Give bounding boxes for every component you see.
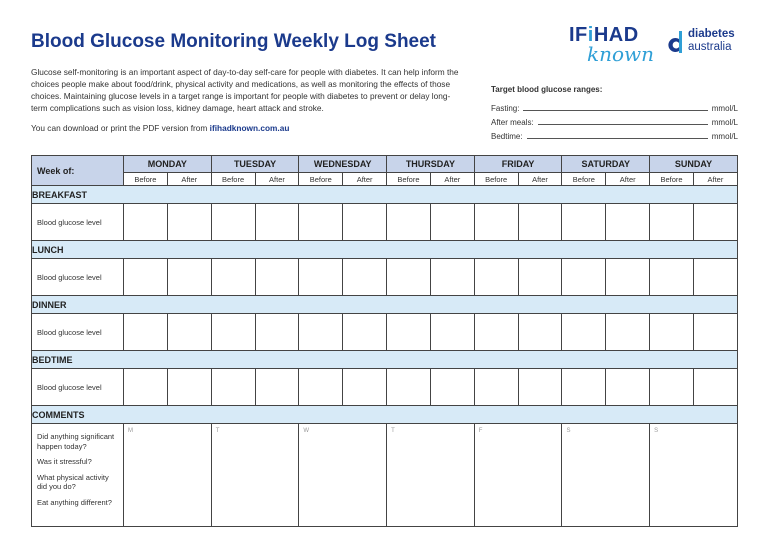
glucose-entry-cell[interactable] xyxy=(343,259,387,296)
section-row xyxy=(32,186,738,204)
comment-day-cell[interactable] xyxy=(474,424,562,527)
day-header: FRIDAY xyxy=(474,156,562,173)
section-heading: LUNCH xyxy=(32,241,738,259)
diabetes-australia-line1: diabetes xyxy=(688,28,735,40)
glucose-entry-cell[interactable] xyxy=(518,259,562,296)
ifihad-logo-i: i xyxy=(587,24,594,46)
glucose-row-label: Blood glucose level xyxy=(32,204,124,241)
weekly-log-table xyxy=(31,155,738,527)
glucose-entry-cell[interactable] xyxy=(606,204,650,241)
day-header: MONDAY xyxy=(124,156,212,173)
target-label: Bedtime: xyxy=(491,132,523,141)
glucose-entry-cell[interactable] xyxy=(693,314,737,351)
ifihad-logo-part2: HAD xyxy=(593,24,639,46)
week-of-label: Week of: xyxy=(32,156,124,186)
target-unit: mmol/L xyxy=(711,132,738,141)
comment-questions xyxy=(32,424,124,527)
glucose-entry-cell[interactable] xyxy=(518,369,562,406)
glucose-entry-cell[interactable] xyxy=(562,369,606,406)
glucose-entry-cell[interactable] xyxy=(255,204,299,241)
glucose-row xyxy=(32,314,738,351)
glucose-entry-cell[interactable] xyxy=(562,204,606,241)
after-header: After xyxy=(693,173,737,186)
comment-day-cell[interactable] xyxy=(562,424,650,527)
section-heading: DINNER xyxy=(32,296,738,314)
glucose-entry-cell[interactable] xyxy=(299,204,343,241)
glucose-entry-cell[interactable] xyxy=(606,259,650,296)
glucose-entry-cell[interactable] xyxy=(562,314,606,351)
glucose-entry-cell[interactable] xyxy=(562,259,606,296)
glucose-row xyxy=(32,204,738,241)
comment-day-letter: S xyxy=(654,428,659,434)
before-header: Before xyxy=(562,173,606,186)
comment-question: What physical activity did you do? xyxy=(37,472,109,491)
glucose-entry-cell[interactable] xyxy=(650,259,694,296)
glucose-entry-cell[interactable] xyxy=(167,369,211,406)
comment-day-cell[interactable] xyxy=(387,424,475,527)
day-header: SATURDAY xyxy=(562,156,650,173)
glucose-entry-cell[interactable] xyxy=(430,314,474,351)
glucose-entry-cell[interactable] xyxy=(387,259,431,296)
comment-day-cell[interactable] xyxy=(211,424,299,527)
intro-text: Glucose self-monitoring is an important aspect of day-to-day self-care for people with diabetes. It can help inform the choices people make about food/drink, physical activity and medications, as well as monitoring the effects of those choices. Maintaining glucose levels in a target range is important for people with diabetes to prevent or delay long-term complications such as vision loss, kidney damage, heart attack and stroke. xyxy=(31,67,459,113)
glucose-entry-cell[interactable] xyxy=(343,314,387,351)
comment-day-letter: T xyxy=(391,428,395,434)
comment-question: Did anything significant happen today? xyxy=(37,432,115,451)
section-row xyxy=(32,351,738,369)
before-header: Before xyxy=(650,173,694,186)
glucose-entry-cell[interactable] xyxy=(606,369,650,406)
comments-heading: COMMENTS xyxy=(32,406,738,424)
glucose-entry-cell[interactable] xyxy=(299,369,343,406)
target-unit: mmol/L xyxy=(711,118,738,127)
after-header: After xyxy=(606,173,650,186)
download-text: You can download or print the PDF version from xyxy=(31,123,208,133)
before-header: Before xyxy=(211,173,255,186)
glucose-entry-cell[interactable] xyxy=(255,259,299,296)
before-after-row xyxy=(32,173,738,186)
glucose-entry-cell[interactable] xyxy=(474,369,518,406)
glucose-entry-cell[interactable] xyxy=(124,369,168,406)
glucose-entry-cell[interactable] xyxy=(430,369,474,406)
section-row xyxy=(32,406,738,424)
glucose-entry-cell[interactable] xyxy=(693,204,737,241)
download-note xyxy=(31,123,289,133)
day-header: WEDNESDAY xyxy=(299,156,387,173)
glucose-entry-cell[interactable] xyxy=(650,204,694,241)
comment-day-letter: F xyxy=(478,428,483,434)
after-header: After xyxy=(518,173,562,186)
comment-day-letter: W xyxy=(303,428,310,434)
glucose-entry-cell[interactable] xyxy=(124,314,168,351)
target-heading: Target blood glucose ranges: xyxy=(491,85,603,94)
glucose-entry-cell[interactable] xyxy=(518,204,562,241)
glucose-entry-cell[interactable] xyxy=(518,314,562,351)
glucose-entry-cell[interactable] xyxy=(211,369,255,406)
target-label: After meals: xyxy=(491,118,534,127)
section-heading: BREAKFAST xyxy=(32,186,738,204)
section-heading: BEDTIME xyxy=(32,351,738,369)
glucose-entry-cell[interactable] xyxy=(693,259,737,296)
glucose-entry-cell[interactable] xyxy=(124,259,168,296)
glucose-row-label: Blood glucose level xyxy=(32,259,124,296)
glucose-entry-cell[interactable] xyxy=(474,204,518,241)
target-fill-line[interactable] xyxy=(523,110,707,111)
page-title: Blood Glucose Monitoring Weekly Log Sheet xyxy=(31,31,437,52)
day-header: THURSDAY xyxy=(387,156,475,173)
comment-day-letter: S xyxy=(566,428,571,434)
comment-question: Was it stressful? xyxy=(37,457,92,466)
glucose-entry-cell[interactable] xyxy=(211,314,255,351)
after-header: After xyxy=(430,173,474,186)
day-header: SUNDAY xyxy=(650,156,738,173)
section-row xyxy=(32,296,738,314)
glucose-entry-cell[interactable] xyxy=(650,314,694,351)
target-row-fasting xyxy=(491,99,738,113)
comment-day-cell[interactable] xyxy=(650,424,738,527)
glucose-entry-cell[interactable] xyxy=(474,259,518,296)
before-header: Before xyxy=(299,173,343,186)
glucose-entry-cell[interactable] xyxy=(167,259,211,296)
glucose-entry-cell[interactable] xyxy=(211,204,255,241)
ifihad-logo xyxy=(569,24,659,70)
day-header-row xyxy=(32,156,738,173)
after-header: After xyxy=(255,173,299,186)
diabetes-australia-mark-icon xyxy=(666,30,684,54)
target-fill-line[interactable] xyxy=(538,124,708,125)
glucose-entry-cell[interactable] xyxy=(387,369,431,406)
glucose-entry-cell[interactable] xyxy=(299,259,343,296)
glucose-entry-cell[interactable] xyxy=(606,314,650,351)
download-link[interactable]: ifihadknown.com.au xyxy=(209,123,290,133)
glucose-row-label: Blood glucose level xyxy=(32,369,124,406)
comments-row xyxy=(32,424,738,527)
glucose-entry-cell[interactable] xyxy=(255,369,299,406)
glucose-entry-cell[interactable] xyxy=(474,314,518,351)
glucose-entry-cell[interactable] xyxy=(124,204,168,241)
before-header: Before xyxy=(387,173,431,186)
glucose-entry-cell[interactable] xyxy=(430,259,474,296)
glucose-row xyxy=(32,369,738,406)
target-unit: mmol/L xyxy=(711,104,738,113)
comment-question: Eat anything different? xyxy=(37,497,112,507)
glucose-entry-cell[interactable] xyxy=(387,314,431,351)
diabetes-australia-line2: australia xyxy=(688,41,732,53)
glucose-row xyxy=(32,259,738,296)
comment-day-letter: T xyxy=(215,428,220,434)
glucose-entry-cell[interactable] xyxy=(299,314,343,351)
before-header: Before xyxy=(124,173,168,186)
day-header: TUESDAY xyxy=(211,156,299,173)
target-row-bedtime xyxy=(491,127,738,141)
comment-day-cell[interactable] xyxy=(299,424,387,527)
after-header: After xyxy=(343,173,387,186)
comment-day-letter: M xyxy=(128,428,133,434)
glucose-entry-cell[interactable] xyxy=(255,314,299,351)
target-label: Fasting: xyxy=(491,104,520,113)
target-row-after-meals xyxy=(491,113,738,127)
before-header: Before xyxy=(474,173,518,186)
glucose-entry-cell[interactable] xyxy=(430,204,474,241)
comment-day-cell[interactable] xyxy=(124,424,212,527)
glucose-entry-cell[interactable] xyxy=(167,204,211,241)
diabetes-australia-logo xyxy=(666,27,746,63)
glucose-entry-cell[interactable] xyxy=(343,369,387,406)
glucose-entry-cell[interactable] xyxy=(343,204,387,241)
section-row xyxy=(32,241,738,259)
target-fill-line[interactable] xyxy=(527,138,708,139)
glucose-entry-cell[interactable] xyxy=(167,314,211,351)
ifihad-logo-script: known xyxy=(587,42,655,66)
glucose-entry-cell[interactable] xyxy=(211,259,255,296)
glucose-row-label: Blood glucose level xyxy=(32,314,124,351)
glucose-entry-cell[interactable] xyxy=(693,369,737,406)
after-header: After xyxy=(167,173,211,186)
glucose-entry-cell[interactable] xyxy=(650,369,694,406)
ifihad-logo-part1: IF xyxy=(569,24,588,46)
target-ranges xyxy=(491,85,738,141)
glucose-entry-cell[interactable] xyxy=(387,204,431,241)
